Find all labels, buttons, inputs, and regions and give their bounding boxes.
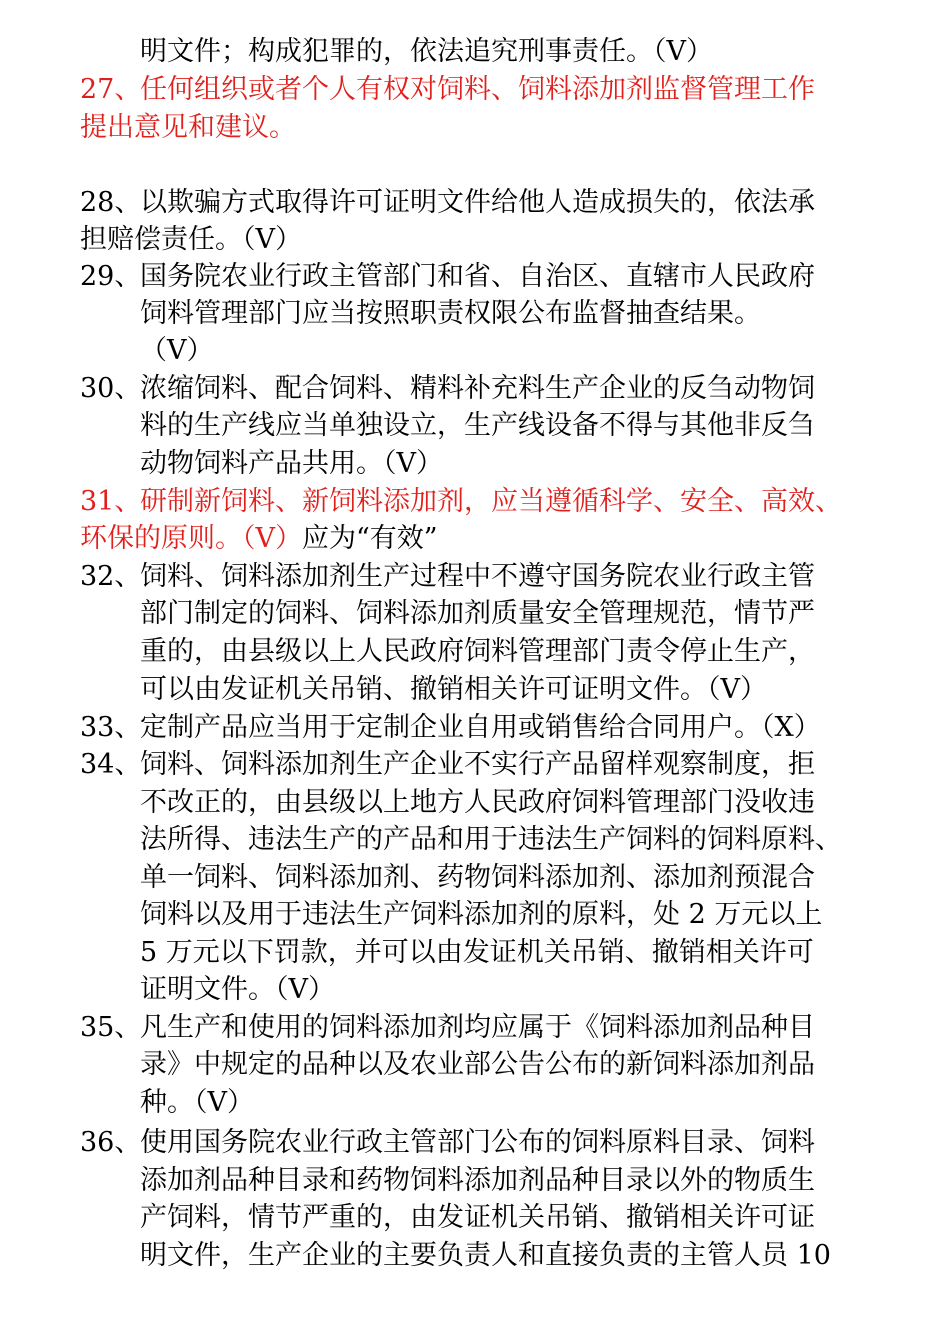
line-text: 凡生产和使用的饲料添加剂均应属于《饲料添加剂品种目: [140, 1012, 815, 1043]
question-35: [80, 1010, 815, 1046]
line-text: 环保的原则。（V）: [80, 523, 302, 554]
line-text: 动物饲料产品共用。（V）: [140, 448, 443, 479]
line-text: 浓缩饲料、配合饲料、精料补充料生产企业的反刍动物饲: [140, 373, 815, 404]
line-text: 产饲料，情节严重的，由发证机关吊销、撤销相关许可证: [140, 1202, 815, 1233]
text-line: [140, 408, 815, 444]
question-29: [80, 259, 815, 295]
text-line: [140, 822, 842, 858]
text-line: [140, 860, 815, 896]
line-text: 饲料、饲料添加剂生产企业不实行产品留样观察制度，拒: [140, 749, 815, 780]
text-line: [80, 110, 296, 146]
text-line: [140, 34, 713, 70]
text-line: [140, 785, 815, 821]
question-34: [80, 747, 815, 783]
text-line: [140, 897, 822, 933]
line-text: 重的，由县级以上人民政府饲料管理部门责令停止生产，: [140, 636, 815, 667]
text-line: [140, 1047, 815, 1083]
line-text: 5 万元以下罚款，并可以由发证机关吊销、撤销相关许可: [140, 937, 814, 968]
question-number: 31、: [80, 486, 142, 517]
text-line: [140, 1238, 831, 1274]
question-28: [80, 185, 815, 221]
line-text: 研制新饲料、新饲料添加剂，应当遵循科学、安全、高效、: [140, 486, 842, 517]
question-30: [80, 371, 815, 407]
text-line: [140, 1085, 254, 1121]
text-line: [140, 1200, 815, 1236]
line-text: 提出意见和建议。: [80, 112, 296, 143]
text-line: [140, 296, 761, 332]
line-text: 料的生产线应当单独设立，生产线设备不得与其他非反刍: [140, 410, 815, 441]
question-number: 33、: [80, 712, 142, 743]
line-text: 饲料管理部门应当按照职责权限公布监督抽查结果。: [140, 298, 761, 329]
question-number: 34、: [80, 749, 142, 780]
line-text: 饲料以及用于违法生产饲料添加剂的原料，处 2 万元以上: [140, 899, 823, 930]
line-text: 饲料、饲料添加剂生产过程中不遵守国务院农业行政主管: [140, 561, 815, 592]
question-36: [80, 1125, 815, 1161]
correction-note: 应为“有效”: [302, 523, 438, 554]
text-line: [140, 634, 815, 670]
question-number: 36、: [80, 1127, 142, 1158]
line-text: 担赔偿责任。（V）: [80, 224, 302, 255]
line-text: 明文件；构成犯罪的，依法追究刑事责任。（V）: [140, 36, 713, 67]
text-line: [140, 1163, 815, 1199]
question-number: 35、: [80, 1012, 142, 1043]
question-number: 29、: [80, 261, 142, 292]
line-text: 国务院农业行政主管部门和省、自治区、直辖市人民政府: [140, 261, 815, 292]
line-text: 证明文件。（V）: [140, 974, 335, 1005]
line-text: 定制产品应当用于定制企业自用或销售给合同用户。（X）: [140, 712, 821, 743]
text-line: [140, 333, 214, 369]
line-text: 种。（V）: [140, 1087, 254, 1118]
line-text: 不改正的，由县级以上地方人民政府饲料管理部门没收违: [140, 787, 815, 818]
text-line: [80, 222, 302, 258]
line-text: 可以由发证机关吊销、撤销相关许可证明文件。（V）: [140, 674, 767, 705]
question-31: [80, 484, 842, 520]
line-text: 任何组织或者个人有权对饲料、饲料添加剂监督管理工作: [140, 74, 815, 105]
line-text: （V）: [140, 335, 214, 366]
question-number: 30、: [80, 373, 142, 404]
line-text: 单一饲料、饲料添加剂、药物饲料添加剂、添加剂预混合: [140, 862, 815, 893]
text-line: [140, 935, 814, 971]
line-text: 添加剂品种目录和药物饲料添加剂品种目录以外的物质生: [140, 1165, 815, 1196]
text-line: [140, 446, 443, 482]
line-text: 部门制定的饲料、饲料添加剂质量安全管理规范，情节严: [140, 598, 815, 629]
line-text: 以欺骗方式取得许可证明文件给他人造成损失的，依法承: [140, 187, 815, 218]
line-text: 录》中规定的品种以及农业部公告公布的新饲料添加剂品: [140, 1049, 815, 1080]
question-32: [80, 559, 815, 595]
line-text: 明文件，生产企业的主要负责人和直接负责的主管人员 10: [140, 1240, 831, 1271]
question-33: [80, 710, 821, 746]
text-line: [140, 596, 815, 632]
text-line: [140, 672, 767, 708]
question-number: 27、: [80, 74, 142, 105]
text-line: [140, 972, 335, 1008]
text-line: [80, 521, 438, 557]
line-text: 使用国务院农业行政主管部门公布的饲料原料目录、饲料: [140, 1127, 815, 1158]
question-number: 32、: [80, 561, 142, 592]
line-text: 法所得、违法生产的产品和用于违法生产饲料的饲料原料、: [140, 824, 842, 855]
question-27: [80, 72, 815, 108]
question-number: 28、: [80, 187, 142, 218]
